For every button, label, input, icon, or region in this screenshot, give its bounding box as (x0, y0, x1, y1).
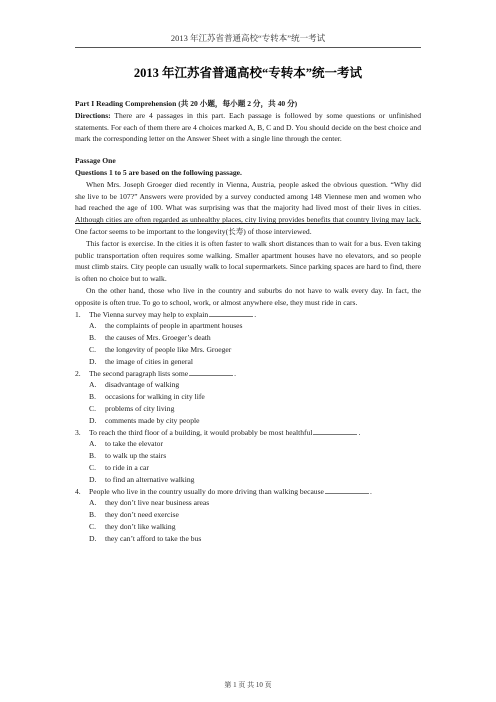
option-b: B. the causes of Mrs. Groeger’s death (89, 333, 211, 343)
option-c: C. problems of city living (89, 403, 175, 413)
option-a: A. disadvantage of walking (89, 380, 180, 390)
exam-content (75, 98, 421, 544)
option-d: D. they can’t afford to take the bus (89, 533, 202, 543)
question-1 (75, 309, 421, 368)
answer-blank (209, 309, 253, 317)
question-4 (75, 486, 421, 545)
option-a: A. they don’t live near business areas (89, 498, 210, 508)
passage-paragraph-3: On the other hand, those who live in the country and suburbs do not have to walk every day. In fact, the opposite is often true. To go to school, work, or almost anywhere else, they must ride in cars. (75, 285, 421, 307)
question-number: 3. (75, 427, 81, 437)
answer-blank (189, 368, 233, 376)
page-title: 2013 年江苏省普通高校“专转本”统一考试 (133, 66, 363, 80)
p1-text-before: When Mrs. Joseph Groeger died recently in Vienna, Austria, people asked the obvious question. “Why did she live to be 107?” Answers were provided by a survey conducted among 148 Viennese men and women who had reached the age of 100. What was surprising was that the majority had lived most of their lives in cities. (75, 179, 421, 213)
running-header: 2013 年江苏省普通高校“专转本”统一考试 (75, 32, 421, 48)
part-heading: Part I Reading Comprehension (共 20 小题，每小题 2 分，共 40 分) (75, 99, 298, 108)
option-b: B. they don’t need exercise (89, 510, 179, 520)
question-2 (75, 368, 421, 427)
option-a: A. the complaints of people in apartment houses (89, 321, 243, 331)
answer-blank (325, 486, 369, 494)
directions (75, 110, 421, 145)
p1-underlined-sentence: Although cities are often regarded as unhealthy places, city living provides benefits that country living may lack. (75, 215, 421, 225)
question-stem: People who live in the country usually do more driving than walking because (89, 486, 324, 496)
passage-paragraph-1 (75, 179, 421, 238)
option-b: B. to walk up the stairs (89, 451, 167, 461)
option-d: D. the image of cities in general (89, 356, 193, 366)
question-number: 4. (75, 486, 81, 496)
question-end: . (358, 427, 361, 437)
question-end: . (234, 368, 237, 378)
option-c: C. to ride in a car (89, 462, 149, 472)
question-3 (75, 427, 421, 486)
question-end: . (369, 486, 372, 496)
question-stem: To reach the third floor of a building, it would probably be most healthful (89, 427, 313, 437)
directions-label: Directions: (75, 110, 111, 120)
directions-text: There are 4 passages in this part. Each passage is followed by some questions or unfinished statements. For each of them there are 4 choices marked A, B, C and D. You should decide on the best choice and mark the corresponding letter on the Answer Sheet with a single line through the center. (75, 110, 421, 144)
passage-instruction: Questions 1 to 5 are based on the following passage. (75, 167, 242, 177)
option-d: D. to find an alternative walking (89, 474, 195, 484)
option-c: C. the longevity of people like Mrs. Groeger (89, 344, 232, 354)
page-footer: 第 1 页 共 10 页 (224, 681, 272, 689)
passage-title: Passage One (75, 156, 116, 166)
option-a: A. to take the elevator (89, 439, 163, 449)
answer-blank (313, 427, 357, 435)
question-end: . (254, 309, 257, 319)
p1-text-after: One factor seems to be important to the longevity(长寿) of those interviewed. (75, 226, 312, 236)
question-number: 1. (75, 309, 81, 319)
option-b: B. occasions for walking in city life (89, 392, 205, 402)
passage-paragraph-2: This factor is exercise. In the cities it is often faster to walk short distances than to wait for a bus. Even taking public transportation often requires some walking. Smaller apartment houses have no elevators, and so people must climb stairs. City people can usually walk to local supermarkets. Since parking spaces are hard to find, there is often no choice but to walk. (75, 238, 421, 284)
option-c: C. they don’t like walking (89, 521, 176, 531)
question-number: 2. (75, 368, 81, 378)
question-stem: The Vienna survey may help to explain (89, 309, 209, 319)
option-d: D. comments made by city people (89, 415, 200, 425)
question-stem: The second paragraph lists some (89, 368, 189, 378)
